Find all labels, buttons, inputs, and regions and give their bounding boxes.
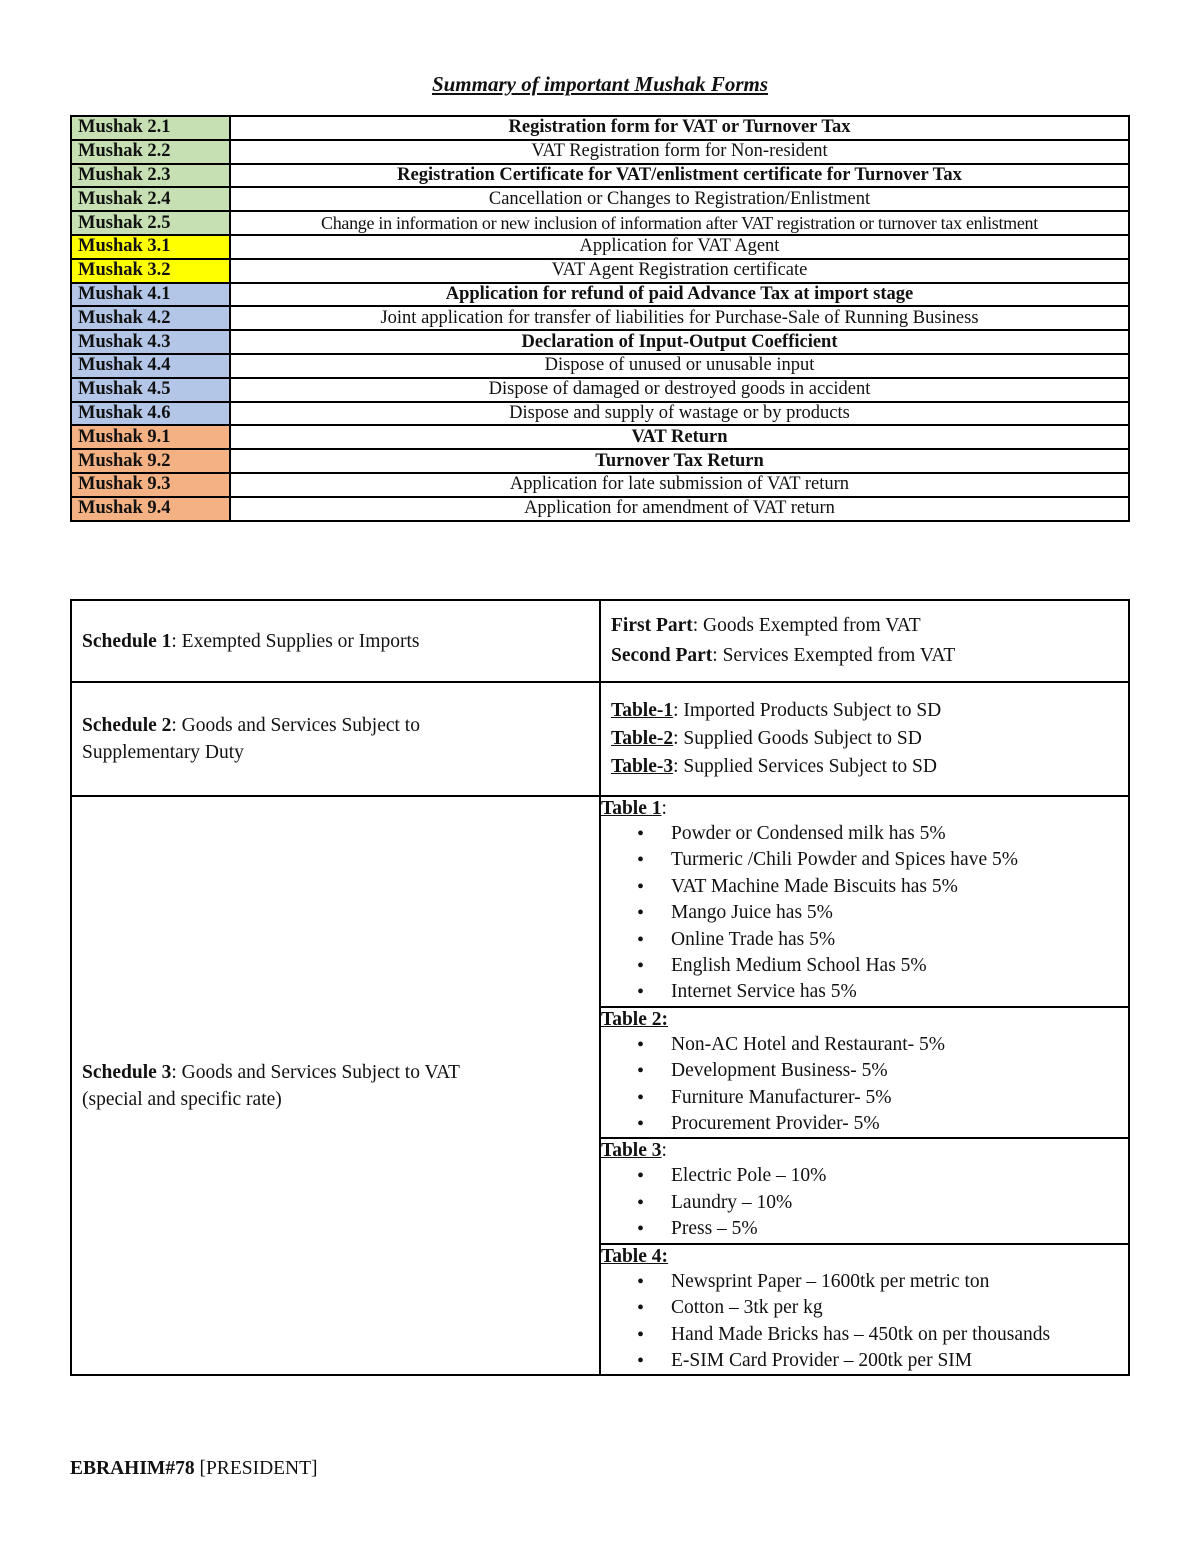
s3-table-label: Table 1 — [601, 798, 662, 819]
schedule-3-inner-table — [601, 797, 1128, 1374]
schedule-3-label: Schedule 3 — [82, 1061, 172, 1083]
s2-table-1-text: : Imported Products Subject to SD — [673, 700, 942, 721]
form-code: Mushak 2.4 — [71, 187, 230, 211]
form-row — [71, 497, 1129, 521]
form-row — [71, 116, 1129, 140]
form-description: Declaration of Input-Output Coefficient — [230, 330, 1129, 354]
schedule-2-tables-cell — [600, 682, 1129, 796]
s3-table-row — [601, 797, 1128, 1007]
s3-table-label: Table 3 — [601, 1140, 662, 1162]
form-code: Mushak 4.3 — [71, 330, 230, 354]
schedule-1-text: : Exempted Supplies or Imports — [171, 630, 420, 652]
list-item: • English Medium School Has 5% — [671, 953, 1128, 979]
form-row — [71, 330, 1129, 354]
list-item: • Online Trade has 5% — [671, 927, 1128, 953]
schedule-2-text-2: Supplementary Duty — [82, 742, 244, 763]
form-description: Dispose and supply of wastage or by products — [230, 402, 1129, 426]
list-item: • Mango Juice has 5% — [671, 900, 1128, 926]
s2-table-3 — [611, 753, 1118, 781]
s2-table-3-label: Table-3 — [611, 756, 674, 777]
form-code: Mushak 3.1 — [71, 235, 230, 259]
form-row — [71, 283, 1129, 307]
s3-table-cell — [601, 1138, 1128, 1243]
form-code: Mushak 2.2 — [71, 140, 230, 164]
form-description: Dispose of damaged or destroyed goods in accident — [230, 378, 1129, 402]
form-description: Registration Certificate for VAT/enlistment certificate for Turnover Tax — [230, 164, 1129, 188]
schedule-1-cell — [71, 600, 600, 682]
form-row — [71, 425, 1129, 449]
first-part — [611, 611, 1118, 641]
list-item: • Laundry – 10% — [671, 1190, 1128, 1216]
form-description: Turnover Tax Return — [230, 449, 1129, 473]
form-description: Application for VAT Agent — [230, 235, 1129, 259]
form-row — [71, 378, 1129, 402]
footer-role: [PRESIDENT] — [199, 1458, 318, 1479]
schedule-3-text-2: (special and specific rate) — [82, 1088, 282, 1110]
footer — [70, 1458, 318, 1480]
list-item: • Electric Pole – 10% — [671, 1163, 1128, 1189]
schedule-3-cell — [71, 796, 600, 1375]
list-item: • Powder or Condensed milk has 5% — [671, 821, 1128, 847]
form-row — [71, 259, 1129, 283]
form-description: VAT Registration form for Non-resident — [230, 140, 1129, 164]
s3-table-cell — [601, 1244, 1128, 1375]
form-code: Mushak 9.4 — [71, 497, 230, 521]
schedule-1-row — [71, 600, 1129, 682]
schedule-3-tables-cell — [600, 796, 1129, 1375]
first-part-text: : Goods Exempted from VAT — [692, 615, 921, 636]
s3-item-list — [601, 821, 1128, 1006]
s3-table-row — [601, 1007, 1128, 1139]
form-row — [71, 473, 1129, 497]
form-description: Application for late submission of VAT return — [230, 473, 1129, 497]
list-item: • Hand Made Bricks has – 450tk on per thousands — [671, 1322, 1128, 1348]
s3-item-list — [601, 1032, 1128, 1138]
form-description: Joint application for transfer of liabilities for Purchase-Sale of Running Business — [230, 306, 1129, 330]
schedule-2-label: Schedule 2 — [82, 715, 172, 736]
schedules-table — [70, 599, 1130, 1376]
form-description: VAT Return — [230, 425, 1129, 449]
form-row — [71, 449, 1129, 473]
schedule-2-cell — [71, 682, 600, 796]
second-part — [611, 641, 1118, 671]
form-row — [71, 354, 1129, 378]
list-item: • Cotton – 3tk per kg — [671, 1295, 1128, 1321]
form-description: Registration form for VAT or Turnover Tax — [230, 116, 1129, 140]
s2-table-3-text: : Supplied Services Subject to SD — [673, 756, 937, 777]
s2-table-2-label: Table-2 — [611, 728, 674, 749]
schedule-1-parts-cell — [600, 600, 1129, 682]
s3-table-label: Table 2: — [601, 1008, 669, 1030]
form-description: Change in information or new inclusion of information after VAT registration or turnover tax enlistment — [230, 211, 1129, 235]
s2-table-1 — [611, 697, 1118, 725]
form-description: Application for amendment of VAT return — [230, 497, 1129, 521]
form-code: Mushak 3.2 — [71, 259, 230, 283]
s3-item-list — [601, 1269, 1128, 1375]
form-row — [71, 211, 1129, 235]
list-item: • Turmeric /Chili Powder and Spices have 5% — [671, 847, 1128, 873]
s3-table-cell — [601, 797, 1128, 1007]
s2-table-2-text: : Supplied Goods Subject to SD — [673, 728, 922, 749]
form-code: Mushak 2.3 — [71, 164, 230, 188]
schedule-3-row — [71, 796, 1129, 1375]
s3-table-row — [601, 1244, 1128, 1375]
s3-table-cell — [601, 1007, 1128, 1139]
form-row — [71, 306, 1129, 330]
form-description: Cancellation or Changes to Registration/Enlistment — [230, 187, 1129, 211]
s3-table-label: Table 4: — [601, 1245, 669, 1267]
s2-table-1-label: Table-1 — [611, 700, 674, 721]
form-code: Mushak 4.2 — [71, 306, 230, 330]
schedule-2-row — [71, 682, 1129, 796]
second-part-text: : Services Exempted from VAT — [712, 645, 956, 666]
list-item: • Non-AC Hotel and Restaurant- 5% — [671, 1032, 1128, 1058]
list-item: • Development Business- 5% — [671, 1058, 1128, 1084]
form-code: Mushak 9.2 — [71, 449, 230, 473]
form-code: Mushak 2.1 — [71, 116, 230, 140]
list-item: • Procurement Provider- 5% — [671, 1111, 1128, 1137]
s3-table-row — [601, 1138, 1128, 1243]
form-row — [71, 235, 1129, 259]
form-row — [71, 187, 1129, 211]
first-part-label: First Part — [611, 615, 693, 636]
form-row — [71, 164, 1129, 188]
s3-table-suffix: : — [661, 1140, 667, 1162]
page-title: Summary of important Mushak Forms — [431, 72, 769, 96]
form-row — [71, 402, 1129, 426]
schedule-2-text-1: : Goods and Services Subject to — [171, 715, 420, 736]
form-description: Application for refund of paid Advance Tax at import stage — [230, 283, 1129, 307]
form-code: Mushak 2.5 — [71, 211, 230, 235]
form-row — [71, 140, 1129, 164]
form-code: Mushak 9.3 — [71, 473, 230, 497]
form-code: Mushak 4.6 — [71, 402, 230, 426]
list-item: • Internet Service has 5% — [671, 979, 1128, 1005]
footer-name: EBRAHIM#78 — [70, 1458, 195, 1479]
form-code: Mushak 4.1 — [71, 283, 230, 307]
schedule-3-text-1: : Goods and Services Subject to VAT — [171, 1061, 460, 1083]
list-item: • E-SIM Card Provider – 200tk per SIM — [671, 1348, 1128, 1374]
list-item: • VAT Machine Made Biscuits has 5% — [671, 874, 1128, 900]
s3-table-suffix: : — [661, 798, 667, 819]
second-part-label: Second Part — [611, 645, 713, 666]
form-code: Mushak 4.5 — [71, 378, 230, 402]
list-item: • Press – 5% — [671, 1216, 1128, 1242]
form-description: VAT Agent Registration certificate — [230, 259, 1129, 283]
list-item: • Newsprint Paper – 1600tk per metric ton — [671, 1269, 1128, 1295]
list-item: • Furniture Manufacturer- 5% — [671, 1085, 1128, 1111]
s3-item-list — [601, 1163, 1128, 1242]
form-code: Mushak 9.1 — [71, 425, 230, 449]
schedule-1-label: Schedule 1 — [82, 630, 172, 652]
form-code: Mushak 4.4 — [71, 354, 230, 378]
form-description: Dispose of unused or unusable input — [230, 354, 1129, 378]
s2-table-2 — [611, 725, 1118, 753]
mushak-forms-table — [70, 115, 1130, 522]
